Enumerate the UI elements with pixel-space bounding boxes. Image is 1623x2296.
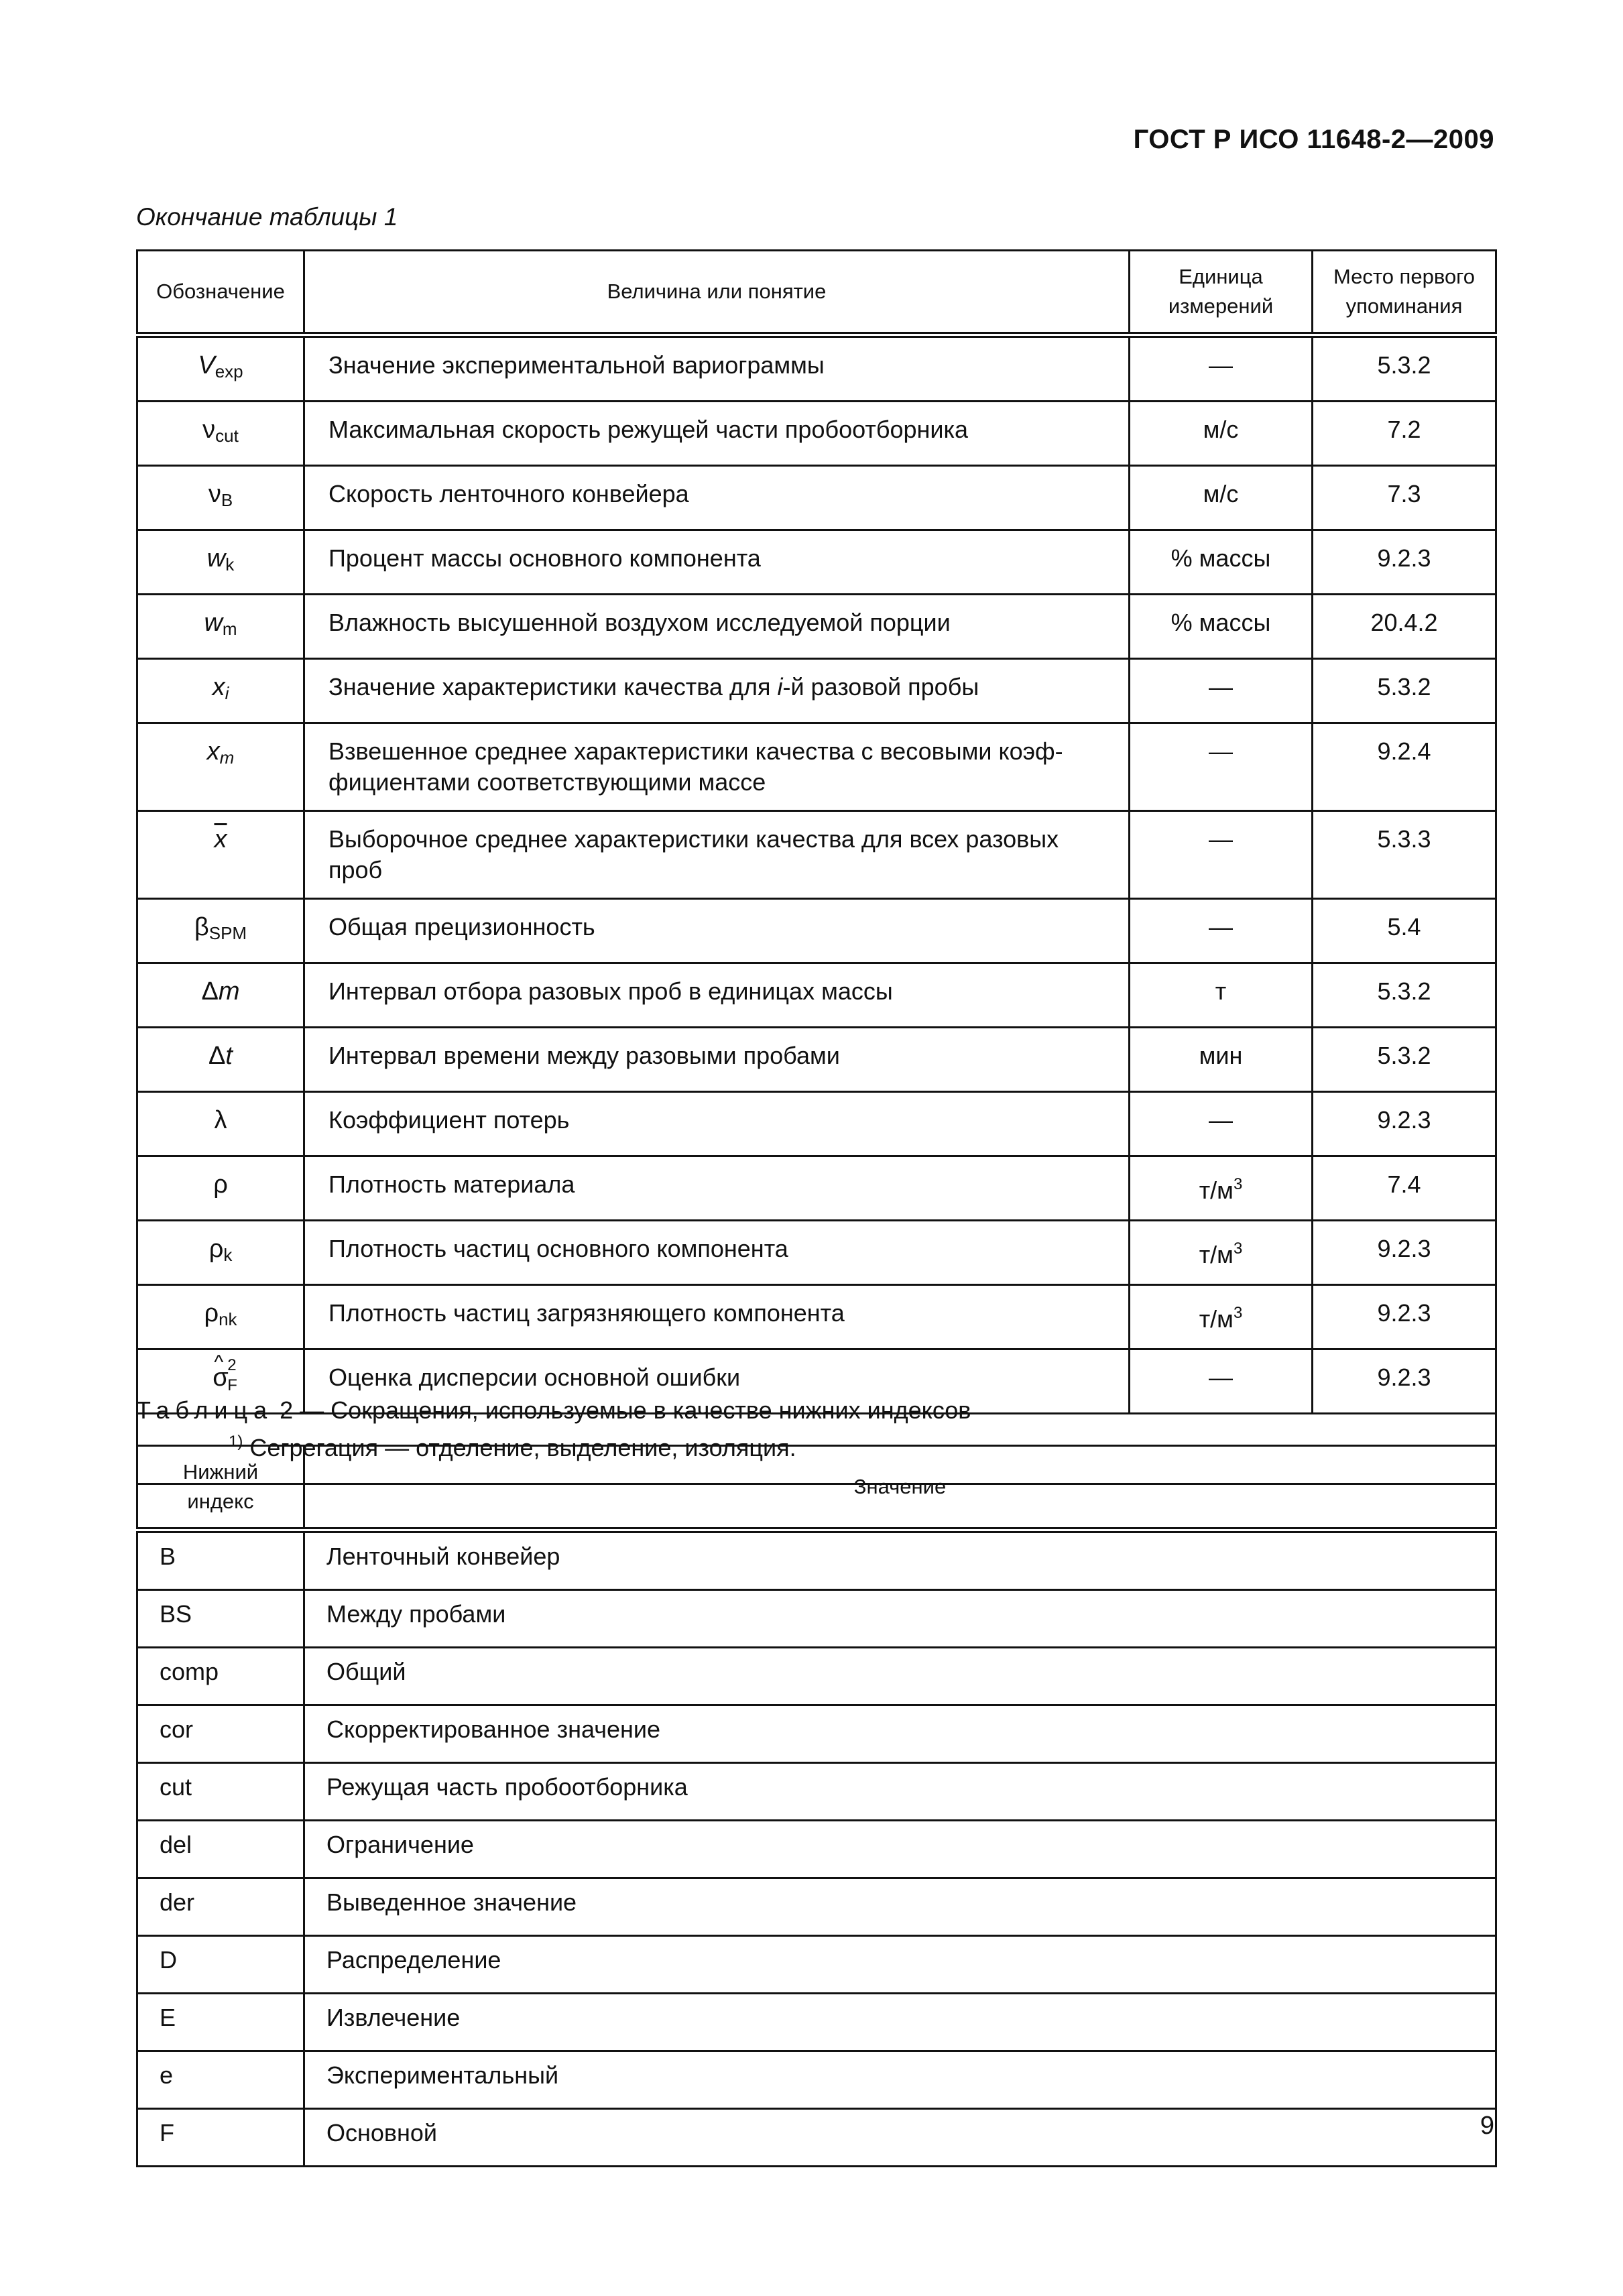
subscript-cell: cor [137, 1705, 304, 1763]
meaning-cell: Экспериментальный [304, 2051, 1496, 2109]
description-cell: Максимальная скорость режущей части пробоотборника [304, 402, 1130, 466]
meaning-cell: Общий [304, 1648, 1496, 1705]
table-row [137, 1763, 1496, 1821]
reference-cell: 9.2.3 [1313, 1285, 1496, 1349]
table-row [137, 1590, 1496, 1648]
reference-cell: 7.4 [1313, 1156, 1496, 1221]
unit-cell: м/с [1130, 402, 1313, 466]
table-row [137, 1878, 1496, 1936]
symbol-cell: $\overline{x}$ [137, 811, 304, 899]
symbol-cell: $x_m$ [137, 723, 304, 811]
table-row [137, 1092, 1496, 1156]
symbol-cell: Δt [137, 1028, 304, 1092]
table-row [137, 899, 1496, 963]
reference-cell: 9.2.3 [1313, 1349, 1496, 1414]
table-row [137, 466, 1496, 530]
table-row [137, 530, 1496, 595]
symbol-cell: $w_m$ [137, 595, 304, 659]
description-cell: Плотность частиц основного компонента [304, 1221, 1130, 1285]
table-row [137, 811, 1496, 899]
description-cell: Коэффициент потерь [304, 1092, 1130, 1156]
table-row [137, 1221, 1496, 1285]
table1-header-row [137, 251, 1496, 335]
meaning-cell: Скорректированное значение [304, 1705, 1496, 1763]
unit-cell: — [1130, 899, 1313, 963]
reference-cell: 7.2 [1313, 402, 1496, 466]
col-header-symbol: Обозначение [137, 251, 304, 335]
description-cell: Взвешенное среднее характеристики качества с весовыми коэф-фициентами соответствующими массе [304, 723, 1130, 811]
unit-cell: — [1130, 1092, 1313, 1156]
reference-cell: 5.3.2 [1313, 1028, 1496, 1092]
meaning-cell: Основной [304, 2109, 1496, 2167]
description-cell: Плотность частиц загрязняющего компонента [304, 1285, 1130, 1349]
unit-cell: % массы [1130, 595, 1313, 659]
table-row [137, 963, 1496, 1028]
subscript-cell: der [137, 1878, 304, 1936]
subscript-cell: E [137, 1994, 304, 2051]
reference-cell: 7.3 [1313, 466, 1496, 530]
meaning-cell: Между пробами [304, 1590, 1496, 1648]
description-cell: Значение экспериментальной вариограммы [304, 335, 1130, 402]
col-header-meaning: Значение [304, 1446, 1496, 1530]
table-row [137, 1994, 1496, 2051]
unit-cell: — [1130, 335, 1313, 402]
description-cell: Процент массы основного компонента [304, 530, 1130, 595]
reference-cell: 20.4.2 [1313, 595, 1496, 659]
description-cell: Оценка дисперсии основной ошибки [304, 1349, 1130, 1414]
col-header-first-mention: Место первого упоминания [1313, 251, 1496, 335]
table-row [137, 1648, 1496, 1705]
table-row [137, 402, 1496, 466]
subscript-cell: e [137, 2051, 304, 2109]
meaning-cell: Режущая часть пробоотборника [304, 1763, 1496, 1821]
table-row [137, 2109, 1496, 2167]
description-cell: Интервал отбора разовых проб в единицах массы [304, 963, 1130, 1028]
unit-cell: — [1130, 723, 1313, 811]
table-row [137, 1821, 1496, 1878]
meaning-cell: Ленточный конвейер [304, 1530, 1496, 1590]
reference-cell: 5.3.3 [1313, 811, 1496, 899]
page-number: 9 [1480, 2112, 1494, 2140]
reference-cell: 5.3.2 [1313, 963, 1496, 1028]
description-cell: Значение характеристики качества для i-й разовой пробы [304, 659, 1130, 723]
symbol-cell: $\rho_{nk}$ [137, 1285, 304, 1349]
symbol-cell: ^ σ 2 F [137, 1349, 304, 1414]
subscript-cell: D [137, 1936, 304, 1994]
footnote: $^{1)}$ Сегрегация — отделение, выделение, изоляция. [137, 1414, 1496, 1484]
subscript-cell: F [137, 2109, 304, 2167]
meaning-cell: Ограничение [304, 1821, 1496, 1878]
unit-cell: м/с [1130, 466, 1313, 530]
table2-header-row [137, 1446, 1496, 1530]
symbol-cell: λ [137, 1092, 304, 1156]
reference-cell: 5.3.2 [1313, 335, 1496, 402]
unit-cell: $т/м^3$ [1130, 1156, 1313, 1221]
table1-caption: Окончание таблицы 1 [136, 203, 398, 231]
symbol-cell: $w_k$ [137, 530, 304, 595]
table-row [137, 1285, 1496, 1349]
unit-cell: % массы [1130, 530, 1313, 595]
unit-cell: — [1130, 659, 1313, 723]
symbol-cell: $x_i$ [137, 659, 304, 723]
description-cell: Скорость ленточного конвейера [304, 466, 1130, 530]
description-cell: Общая прецизионность [304, 899, 1130, 963]
reference-cell: 9.2.4 [1313, 723, 1496, 811]
table-row [137, 1705, 1496, 1763]
table-row [137, 1530, 1496, 1590]
table-2 [136, 1445, 1497, 2167]
table-1 [136, 249, 1497, 1485]
description-cell: Интервал времени между разовыми пробами [304, 1028, 1130, 1092]
col-header-quantity: Величина или понятие [304, 251, 1130, 335]
description-cell: Влажность высушенной воздухом исследуемой порции [304, 595, 1130, 659]
table-row [137, 1028, 1496, 1092]
symbol-cell: $\rho_k$ [137, 1221, 304, 1285]
symbol-cell: $\nu_B$ [137, 466, 304, 530]
unit-cell: — [1130, 1349, 1313, 1414]
symbol-cell: ρ [137, 1156, 304, 1221]
description-cell: Плотность материала [304, 1156, 1130, 1221]
reference-cell: 9.2.3 [1313, 1221, 1496, 1285]
table-row [137, 1936, 1496, 1994]
meaning-cell: Распределение [304, 1936, 1496, 1994]
subscript-cell: comp [137, 1648, 304, 1705]
reference-cell: 9.2.3 [1313, 530, 1496, 595]
table2-caption: Таблица 2 — Сокращения, используемые в качестве нижних индексов [136, 1396, 971, 1424]
col-header-subscript: Нижний индекс [137, 1446, 304, 1530]
meaning-cell: Выведенное значение [304, 1878, 1496, 1936]
symbol-cell: $\nu_{cut}$ [137, 402, 304, 466]
unit-cell: $т/м^3$ [1130, 1221, 1313, 1285]
table-row [137, 723, 1496, 811]
subscript-cell: cut [137, 1763, 304, 1821]
reference-cell: 5.3.2 [1313, 659, 1496, 723]
table-row [137, 659, 1496, 723]
reference-cell: 5.4 [1313, 899, 1496, 963]
symbol-cell: Δm [137, 963, 304, 1028]
table-row [137, 595, 1496, 659]
subscript-cell: BS [137, 1590, 304, 1648]
symbol-cell: $\beta_{SPM}$ [137, 899, 304, 963]
reference-cell: 9.2.3 [1313, 1092, 1496, 1156]
unit-cell: мин [1130, 1028, 1313, 1092]
description-cell: Выборочное среднее характеристики качества для всех разовых проб [304, 811, 1130, 899]
subscript-cell: B [137, 1530, 304, 1590]
meaning-cell: Извлечение [304, 1994, 1496, 2051]
unit-cell: т [1130, 963, 1313, 1028]
table-row [137, 335, 1496, 402]
document-header: ГОСТ Р ИСО 11648-2—2009 [1133, 125, 1494, 154]
table-row [137, 1156, 1496, 1221]
subscript-cell: del [137, 1821, 304, 1878]
unit-cell: $т/м^3$ [1130, 1285, 1313, 1349]
col-header-unit: Единица измерений [1130, 251, 1313, 335]
table-row [137, 2051, 1496, 2109]
symbol-cell: $V_{exp}$ [137, 335, 304, 402]
unit-cell: — [1130, 811, 1313, 899]
